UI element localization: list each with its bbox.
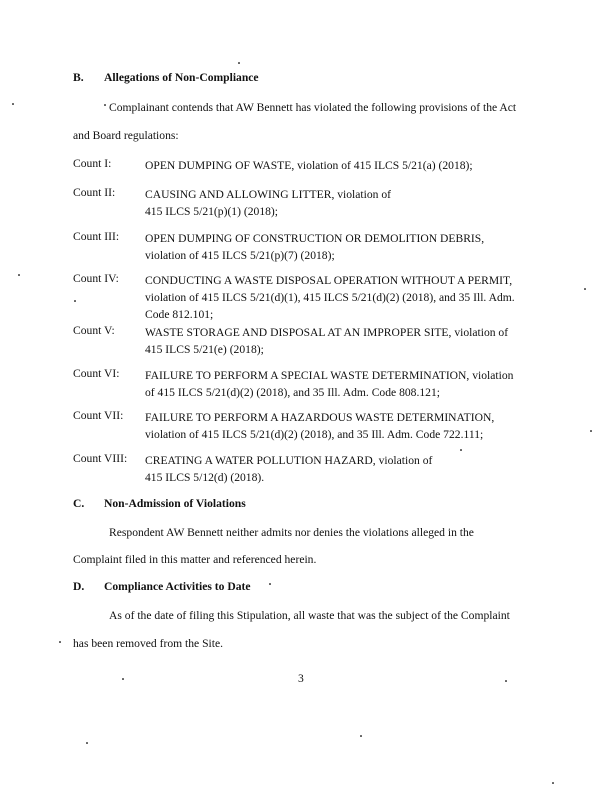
- scan-speck: [122, 678, 124, 680]
- count-text-line: OPEN DUMPING OF CONSTRUCTION OR DEMOLITION DEBRIS,: [145, 232, 485, 245]
- scan-speck: [59, 641, 61, 643]
- scan-speck: [505, 680, 507, 682]
- count-text: [145, 324, 508, 358]
- count-text-line: of 415 ILCS 5/21(d)(2) (2018), and 35 Ill. Adm. Code 808.121;: [145, 386, 440, 399]
- count-text-line: 415 ILCS 5/21(e) (2018);: [145, 343, 264, 356]
- scan-speck: [18, 274, 20, 276]
- section-c-line2: Complaint filed in this matter and referenced herein.: [73, 553, 317, 566]
- count-label: Count V:: [73, 324, 115, 337]
- scan-speck: [360, 735, 362, 737]
- count-label: Count VII:: [73, 409, 124, 422]
- count-label: Count II:: [73, 186, 116, 199]
- section-c-title: Non-Admission of Violations: [104, 497, 246, 510]
- count-text: [145, 186, 391, 220]
- count-text: [145, 409, 494, 443]
- scan-speck: [552, 782, 554, 784]
- scan-speck: [460, 449, 462, 451]
- count-text-line: CAUSING AND ALLOWING LITTER, violation of: [145, 188, 392, 201]
- page-number: 3: [298, 672, 304, 685]
- scan-speck: [238, 62, 240, 64]
- count-text-line: CREATING A WATER POLLUTION HAZARD, violation of: [145, 454, 433, 467]
- count-label: Count VIII:: [73, 452, 128, 465]
- section-c-letter: C.: [73, 497, 85, 510]
- count-label: Count VI:: [73, 367, 120, 380]
- section-d-line1: As of the date of filing this Stipulation, all waste that was the subject of the Complaint: [109, 609, 510, 622]
- count-text-line: WASTE STORAGE AND DISPOSAL AT AN IMPROPER SITE, violation of: [145, 326, 509, 339]
- section-b-intro-line2: and Board regulations:: [73, 129, 179, 142]
- section-b-title: Allegations of Non-Compliance: [104, 71, 259, 84]
- count-label: Count IV:: [73, 272, 119, 285]
- count-label: Count III:: [73, 230, 120, 243]
- count-text-line: violation of 415 ILCS 5/21(p)(7) (2018);: [145, 249, 335, 262]
- count-text-line: violation of 415 ILCS 5/21(d)(1), 415 ILCS 5/21(d)(2) (2018), and 35 Ill. Adm.: [145, 291, 515, 304]
- section-d-line2: has been removed from the Site.: [73, 637, 224, 650]
- section-b-letter: B.: [73, 71, 84, 84]
- count-text-line: FAILURE TO PERFORM A HAZARDOUS WASTE DETERMINATION,: [145, 411, 495, 424]
- count-text-line: OPEN DUMPING OF WASTE, violation of 415 ILCS 5/21(a) (2018);: [145, 159, 473, 172]
- section-d-title: Compliance Activities to Date: [104, 580, 251, 593]
- count-text: [145, 157, 473, 174]
- scan-speck: [104, 104, 106, 106]
- count-label: Count I:: [73, 157, 112, 170]
- scan-speck: [584, 288, 586, 290]
- scan-speck: [269, 583, 271, 585]
- count-text-line: 415 ILCS 5/12(d) (2018).: [145, 471, 265, 484]
- count-text: [145, 230, 484, 264]
- count-text-line: 415 ILCS 5/21(p)(1) (2018);: [145, 205, 278, 218]
- scan-speck: [12, 103, 14, 105]
- section-b-intro-line1: Complainant contends that AW Bennett has violated the following provisions of the Act: [109, 101, 517, 114]
- section-c-line1: Respondent AW Bennett neither admits nor denies the violations alleged in the: [109, 526, 474, 539]
- count-text: [145, 367, 513, 401]
- scan-speck: [86, 742, 88, 744]
- count-text-line: violation of 415 ILCS 5/21(d)(2) (2018), and 35 Ill. Adm. Code 722.111;: [145, 428, 484, 441]
- count-text-line: Code 812.101;: [145, 308, 214, 321]
- count-text-line: CONDUCTING A WASTE DISPOSAL OPERATION WITHOUT A PERMIT,: [145, 274, 513, 287]
- section-d-letter: D.: [73, 580, 85, 593]
- count-text-line: FAILURE TO PERFORM A SPECIAL WASTE DETERMINATION, violation: [145, 369, 514, 382]
- count-text: [145, 452, 432, 486]
- scan-speck: [590, 430, 592, 432]
- scan-speck: [74, 300, 76, 302]
- count-text: [145, 272, 515, 323]
